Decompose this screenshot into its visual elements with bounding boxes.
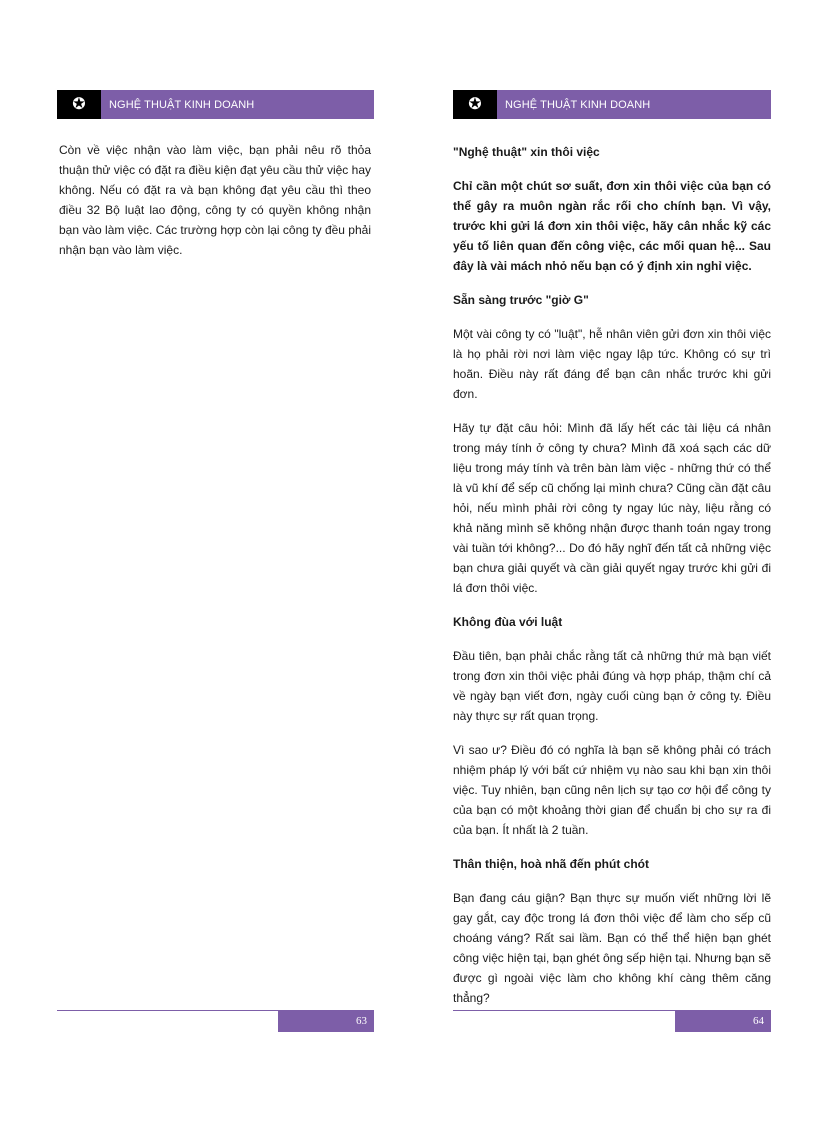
- star-badge-icon: ✪: [468, 95, 482, 113]
- right-page: [408, 0, 816, 1123]
- page-number: 64: [675, 1010, 771, 1032]
- body-paragraph: Đầu tiên, bạn phải chắc rằng tất cả những thứ mà bạn viết trong đơn xin thôi việc phải đúng và hợp pháp, thậm chí cả về ngày bạn viết đơn, ngày cuối cùng bạn ở công ty. Điều này thực sự rất quan trọng.: [453, 649, 771, 723]
- page-number: 63: [278, 1010, 374, 1032]
- body-paragraph: Còn về việc nhận vào làm việc, bạn phải nêu rõ thỏa thuận thử việc có đặt ra điều kiện đạt yêu cầu thử việc hay không. Nếu có đặt ra và bạn không đạt yêu cầu thì theo điều 32 Bộ luật lao động, công ty có quyền không nhận bạn vào làm việc. Các trường hợp còn lại công ty đều phải nhận bạn vào làm việc.: [59, 143, 371, 257]
- article-lead: Chỉ cần một chút sơ suất, đơn xin thôi việc của bạn có thể gây ra muôn ngàn rắc rối cho chính bạn. Vì vậy, trước khi gửi lá đơn xin thôi việc, hãy cân nhắc kỹ các yếu tố liên quan đến công việc, các mối quan hệ... Sau đây là vài mách nhỏ nếu bạn có ý định xin nghỉ việc.: [453, 179, 771, 273]
- body-paragraph: Bạn đang cáu giận? Bạn thực sự muốn viết những lời lẽ gay gắt, cay độc trong lá đơn thôi việc để làm cho sếp cũ choáng váng? Rất sai lầm. Bạn có thể thể hiện bạn ghét công việc hiện tại, bạn ghét ông sếp hiện tại. Nhưng bạn sẽ được gì ngoài việc làm cho không khí càng thêm căng thẳng?: [453, 891, 771, 1005]
- page-header: [453, 90, 771, 119]
- star-badge-icon: ✪: [72, 95, 86, 113]
- header-title: NGHỆ THUẬT KINH DOANH: [505, 98, 651, 111]
- section-heading: Không đùa với luật: [453, 615, 563, 629]
- header-icon-box: [453, 90, 497, 119]
- page-header: [57, 90, 374, 119]
- article-title: "Nghệ thuật" xin thôi việc: [453, 145, 600, 159]
- page-content: [453, 142, 771, 1022]
- header-icon-box: [57, 90, 101, 119]
- header-title: NGHỆ THUẬT KINH DOANH: [109, 98, 255, 111]
- body-paragraph: Vì sao ư? Điều đó có nghĩa là bạn sẽ không phải có trách nhiệm pháp lý với bất cứ nhiệm vụ nào sau khi bạn xin thôi việc. Tuy nhiên, bạn cũng nên lịch sự tạo cơ hội để công ty của bạn có một khoảng thời gian để chuẩn bị cho sự ra đi của bạn. Ít nhất là 2 tuần.: [453, 743, 771, 837]
- page-content: [59, 140, 371, 274]
- body-paragraph: Một vài công ty có "luật", hễ nhân viên gửi đơn xin thôi việc là họ phải rời nơi làm việc ngay lập tức. Không có sự trì hoãn. Điều này rất đáng để bạn cân nhắc trước khi gửi đơn.: [453, 327, 771, 401]
- section-heading: Thân thiện, hoà nhã đến phút chót: [453, 857, 649, 871]
- section-heading: Sẵn sàng trước "giờ G": [453, 293, 589, 307]
- body-paragraph: Hãy tự đặt câu hỏi: Mình đã lấy hết các tài liệu cá nhân trong máy tính ở công ty chưa? Mình đã xoá sạch các dữ liệu trong máy tính và trên bàn làm việc - những thứ có thể là vũ khí để sếp cũ chống lại mình chưa? Cũng cần đặt câu hỏi, nếu mình phải rời công ty ngay lúc này, liệu rằng có khả năng mình sẽ không nhận được thanh toán ngay trong vài tuần tới không?... Do đó hãy nghĩ đến tất cả những việc bạn chưa giải quyết và cần giải quyết ngay trước khi gửi đi lá đơn thôi việc.: [453, 421, 771, 595]
